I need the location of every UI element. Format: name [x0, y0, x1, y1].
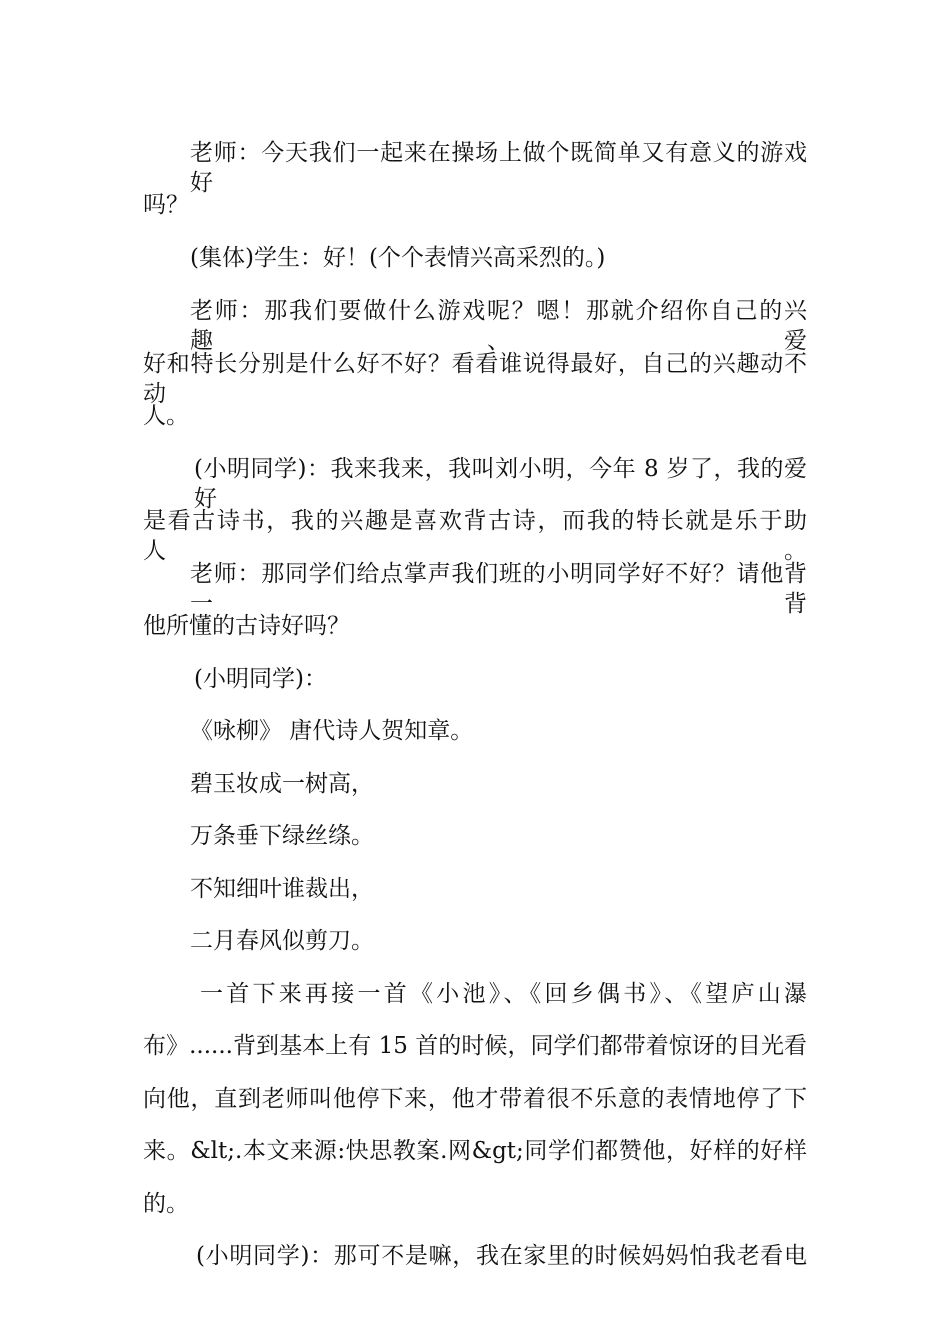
paragraph-line: 向他，直到老师叫他停下来，他才带着很不乐意的表情地停了下 — [143, 1086, 807, 1112]
paragraph-line: 是看古诗书，我的兴趣是喜欢背古诗，而我的特长就是乐于助人。 — [143, 508, 807, 564]
poem-line: 万条垂下绿丝绦。 — [190, 823, 374, 849]
paragraph-line: 老师：那我们要做什么游戏呢？嗯！那就介绍你自己的兴趣、爱 — [190, 298, 807, 354]
paragraph-line: 吗？ — [143, 192, 189, 218]
poem-title: 《咏柳》 唐代诗人贺知章。 — [190, 718, 474, 744]
poem-line: 碧玉妆成一树高， — [190, 771, 374, 797]
paragraph-line: 来。&lt;.本文来源:快思教案.网&gt;同学们都赞他，好样的好样 — [143, 1138, 807, 1164]
paragraph-line: (小明同学)： — [194, 666, 327, 692]
paragraph-line: (小明同学)：那可不是嘛，我在家里的时候妈妈怕我老看电 — [196, 1243, 807, 1269]
paragraph-line: 好和特长分别是什么好不好？看看谁说得最好，自己的兴趣动不动 — [143, 351, 807, 407]
poem-line: 二月春风似剪刀。 — [190, 928, 374, 954]
paragraph-line: (集体)学生：好！(个个表情兴高采烈的。) — [190, 245, 606, 271]
paragraph-line: 老师：那同学们给点掌声我们班的小明同学好不好？请他背一背 — [190, 561, 807, 617]
paragraph-line: 人。 — [143, 403, 189, 429]
paragraph-line: (小明同学)：我来我来，我叫刘小明，今年 8 岁了，我的爱好 — [194, 456, 807, 512]
paragraph-line: 老师：今天我们一起来在操场上做个既简单又有意义的游戏好 — [190, 140, 807, 196]
paragraph-line: 的。 — [143, 1191, 189, 1217]
paragraph-line: 一首下来再接一首《小池》、《回乡偶书》、《望庐山瀑 — [200, 981, 807, 1007]
paragraph-line: 他所懂的古诗好吗？ — [143, 613, 350, 639]
poem-line: 不知细叶谁裁出， — [190, 876, 374, 902]
paragraph-line: 布》......背到基本上有 15 首的时候，同学们都带着惊讶的目光看 — [143, 1033, 807, 1059]
